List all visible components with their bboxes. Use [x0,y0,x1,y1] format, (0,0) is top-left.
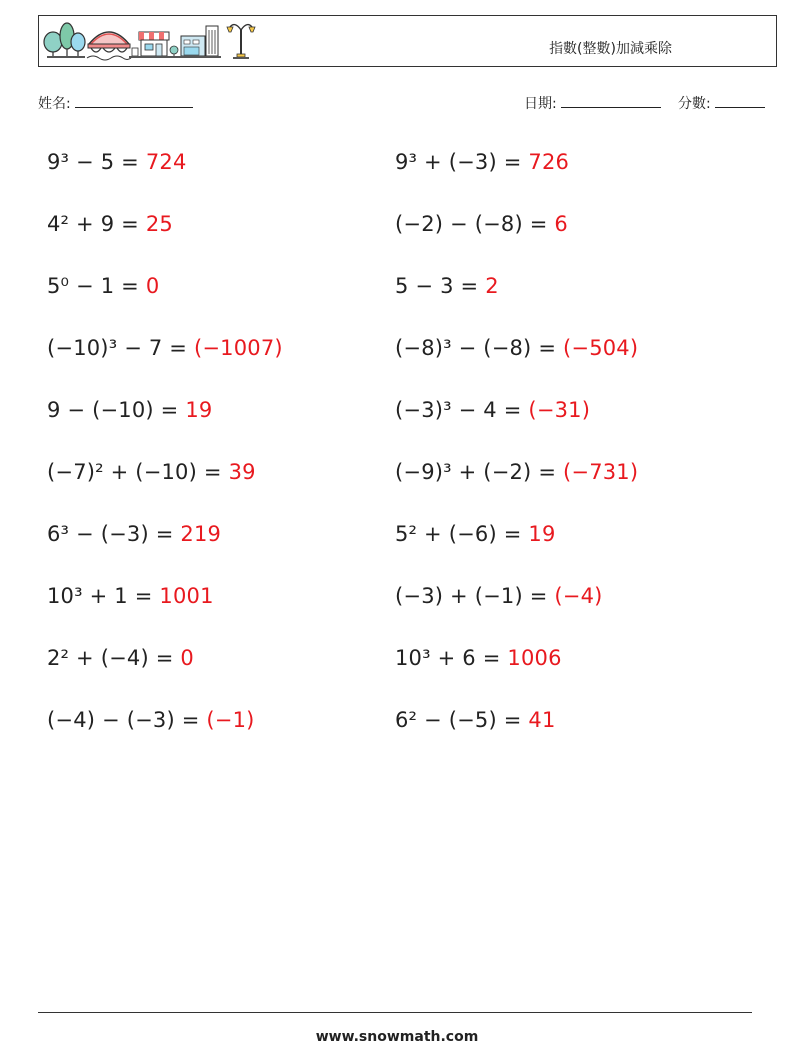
problem-left-4 [47,336,283,360]
shop-icon [129,32,179,58]
problem-expression: 10³ + 6 = [395,646,508,670]
bridge-icon [87,32,131,60]
problem-answer: (−1) [206,708,255,732]
problem-left-1 [47,150,187,174]
problem-expression: (−7)² + (−10) = [47,460,229,484]
problem-left-6 [47,460,256,484]
problem-left-9 [47,646,194,670]
problem-answer: 1006 [507,646,562,670]
problem-right-9 [395,646,562,670]
problem-answer: 724 [145,150,187,174]
problem-answer: 39 [228,460,256,484]
city-illustration [41,18,267,64]
problem-right-2 [395,212,568,236]
problem-expression: 9³ + (−3) = [395,150,529,174]
problem-expression: 6³ − (−3) = [47,522,181,546]
score-field [678,93,765,113]
street-lamp-icon [227,25,255,59]
problem-right-10 [395,708,556,732]
problem-answer: (−31) [528,398,591,422]
problem-left-2 [47,212,173,236]
problem-left-8 [47,584,214,608]
problem-expression: 10³ + 1 = [47,584,160,608]
problem-right-8 [395,584,603,608]
score-label: 分數: [678,96,711,112]
problem-expression: (−3) + (−1) = [395,584,555,608]
date-blank[interactable] [561,93,661,108]
problem-right-3 [395,274,499,298]
footer-url[interactable]: www.snowmath.com [315,1029,479,1045]
problem-expression: 6² − (−5) = [395,708,529,732]
problem-answer: 6 [554,212,568,236]
name-field [38,93,193,113]
problem-answer: (−504) [563,336,639,360]
problem-right-6 [395,460,638,484]
problem-answer: 726 [528,150,570,174]
problem-right-1 [395,150,569,174]
trees-icon [44,23,85,58]
date-label: 日期: [524,96,557,112]
date-field [524,93,661,113]
problem-left-3 [47,274,159,298]
worksheet-title: 指數(整數)加減乘除 [549,41,672,57]
problem-answer: (−731) [563,460,639,484]
problem-expression: (−2) − (−8) = [395,212,555,236]
problem-answer: (−1007) [193,336,283,360]
problem-right-4 [395,336,638,360]
problem-expression: 4² + 9 = [47,212,146,236]
problem-expression: 5² + (−6) = [395,522,529,546]
problem-expression: 5 − 3 = [395,274,486,298]
problem-expression: (−4) − (−3) = [47,708,207,732]
problem-answer: 2 [485,274,499,298]
problem-answer: 19 [528,522,556,546]
problem-answer: 0 [145,274,160,298]
problem-expression: 9³ − 5 = [47,150,146,174]
problem-left-10 [47,708,255,732]
problem-answer: (−4) [554,584,603,608]
name-label: 姓名: [38,96,71,112]
problem-answer: 41 [528,708,556,732]
problem-answer: 1001 [159,584,214,608]
score-blank[interactable] [715,93,765,108]
problem-answer: 219 [180,522,222,546]
problem-expression: 5⁰ − 1 = [47,274,146,298]
problem-expression: 2² + (−4) = [47,646,181,670]
footer-divider [38,1012,752,1013]
problem-left-5 [47,398,212,422]
problem-answer: 19 [185,398,213,422]
problem-left-7 [47,522,221,546]
name-blank[interactable] [75,93,193,108]
problem-right-5 [395,398,590,422]
buildings-icon [179,26,221,58]
problem-expression: (−9)³ + (−2) = [395,460,563,484]
problem-right-7 [395,522,556,546]
problem-answer: 25 [145,212,173,236]
problem-expression: (−8)³ − (−8) = [395,336,563,360]
problem-answer: 0 [180,646,194,670]
problem-expression: (−10)³ − 7 = [47,336,194,360]
problem-expression: 9 − (−10) = [47,398,186,422]
problem-expression: (−3)³ − 4 = [395,398,529,422]
header-box [38,15,777,67]
